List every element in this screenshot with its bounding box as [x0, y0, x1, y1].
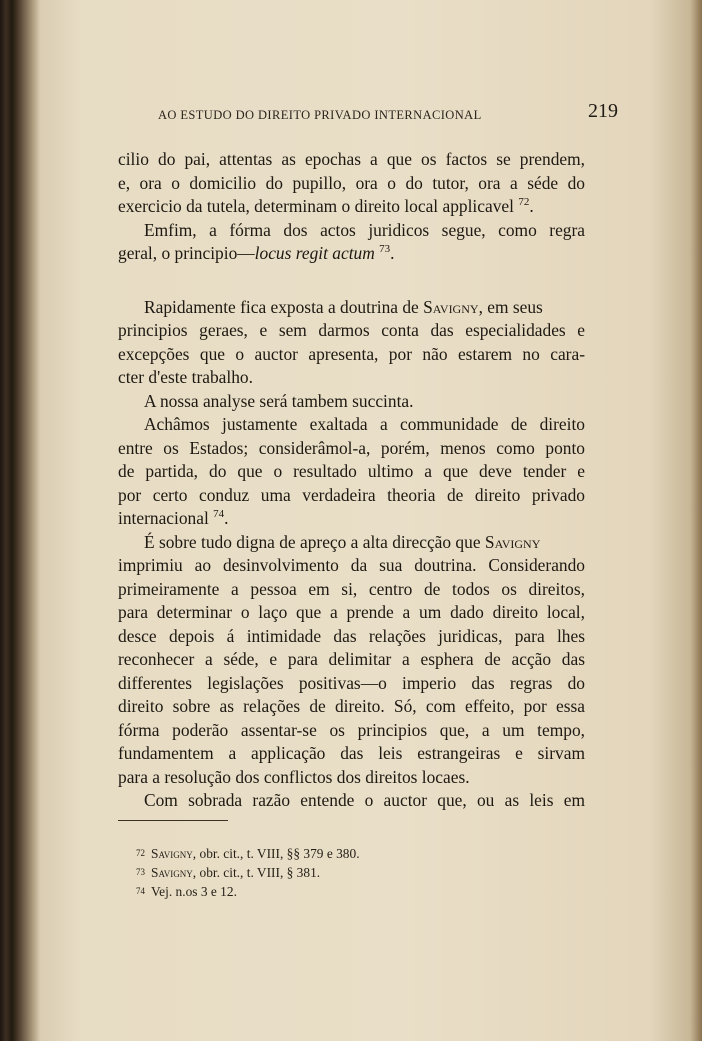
- text-line: para a resolução dos conflictos dos direitos locaes.: [118, 766, 470, 787]
- footnote-item: [136, 882, 360, 901]
- text-line: desce depois á intimidade das relações juridicas, para lhes: [118, 625, 585, 646]
- footnote-author: Savigny: [151, 865, 193, 880]
- text-line: A nossa analyse será tambem succinta.: [144, 390, 414, 411]
- text-line: primeiramente a pessoa em si, centro de todos os direitos,: [118, 578, 585, 599]
- footnote-text: Vej. n.os 3 e 12.: [151, 884, 237, 899]
- footnote-author: Savigny: [151, 846, 193, 861]
- text-line: Achâmos justamente exaltada a communidade de direito: [144, 414, 585, 434]
- text-span: geral, o principio—: [118, 243, 255, 263]
- footnote-item: [136, 844, 360, 863]
- footnotes: [136, 844, 360, 901]
- footnote-text: , obr. cit., t. VIII, § 381.: [192, 865, 321, 880]
- footnote-ref[interactable]: 74: [213, 508, 225, 521]
- text-line: internacional $^{74}$.: [118, 508, 229, 528]
- text-line: [118, 531, 585, 555]
- text-line: principios geraes, e sem darmos conta das especialidades e: [118, 320, 585, 340]
- footnote-number: 74: [136, 886, 145, 896]
- text-line: geral, o principio—locus regit actum $^{73}$.: [118, 243, 395, 263]
- text-line: cilio do pai, attentas as epochas a que os factos se prendem,: [118, 149, 585, 169]
- footnote-item: [136, 863, 360, 882]
- book-page: [40, 8, 692, 1030]
- text-line: para determinar o laço que a prende a um dado direito local,: [118, 602, 585, 622]
- text-span: É sobre tudo digna de apreço a alta direcção que: [144, 531, 485, 552]
- page-number: 219: [588, 100, 618, 122]
- text-line: por certo conduz uma verdadeira theoria de direito privado: [118, 484, 585, 505]
- text-line: reconhecer a séde, e para delimitar a esphera de acção das: [118, 649, 585, 669]
- text-line: Emfim, a fórma dos actos juridicos segue, como regra: [144, 219, 585, 240]
- text-span: exercicio da tutela, determinam o direito local applicavel: [118, 196, 514, 216]
- body-text: [118, 148, 585, 813]
- text-line: direito sobre as relações de direito. Só, com effeito, por essa: [118, 696, 585, 716]
- book-spine-shadow: [0, 0, 40, 1041]
- text-line: fundamentem a applicação das leis estrangeiras e sirvam: [118, 743, 585, 763]
- author-name: Savigny: [423, 296, 479, 317]
- paragraph-gap: [118, 266, 585, 296]
- text-line: cter d'este trabalho.: [118, 367, 253, 387]
- running-title: AO ESTUDO DO DIREITO PRIVADO INTERNACIONAL: [158, 108, 482, 122]
- footnote-ref[interactable]: 72: [518, 196, 530, 209]
- latin-maxim: locus regit actum: [254, 243, 375, 263]
- text-line: excepções que o auctor apresenta, por não estarem no cara-: [118, 343, 585, 364]
- text-line: imprimiu ao desinvolvimento da sua doutrina. Considerando: [118, 555, 585, 575]
- text-span: internacional: [118, 508, 209, 528]
- text-line: fórma poderão assentar-se os principios que, a um tempo,: [118, 719, 585, 740]
- text-line: differentes legislações positivas—o imperio das regras do: [118, 672, 585, 693]
- text-line: Com sobrada razão entende o auctor que, ou as leis em: [144, 790, 585, 810]
- text-line: entre os Estados; considerâmol-a, porém, menos como ponto: [118, 437, 585, 458]
- author-name: Savigny: [484, 531, 541, 552]
- text-span: Rapidamente fica exposta a doutrina de: [144, 296, 424, 317]
- page-header: [158, 100, 618, 130]
- text-line: [118, 296, 585, 320]
- footnote-ref[interactable]: 73: [379, 243, 391, 256]
- footnote-divider: [118, 820, 228, 821]
- text-span: , em seus: [478, 296, 543, 317]
- footnote-number: 72: [136, 848, 145, 858]
- text-line: exercicio da tutela, determinam o direito local applicavel $^{72}$.: [118, 196, 534, 216]
- text-line: e, ora o domicilio do pupillo, ora o do tutor, ora a séde do: [118, 172, 585, 193]
- text-line: de partida, do que o resultado ultimo a que deve tender e: [118, 461, 585, 481]
- footnote-number: 73: [136, 867, 145, 877]
- footnote-text: , obr. cit., t. VIII, §§ 379 e 380.: [192, 846, 360, 861]
